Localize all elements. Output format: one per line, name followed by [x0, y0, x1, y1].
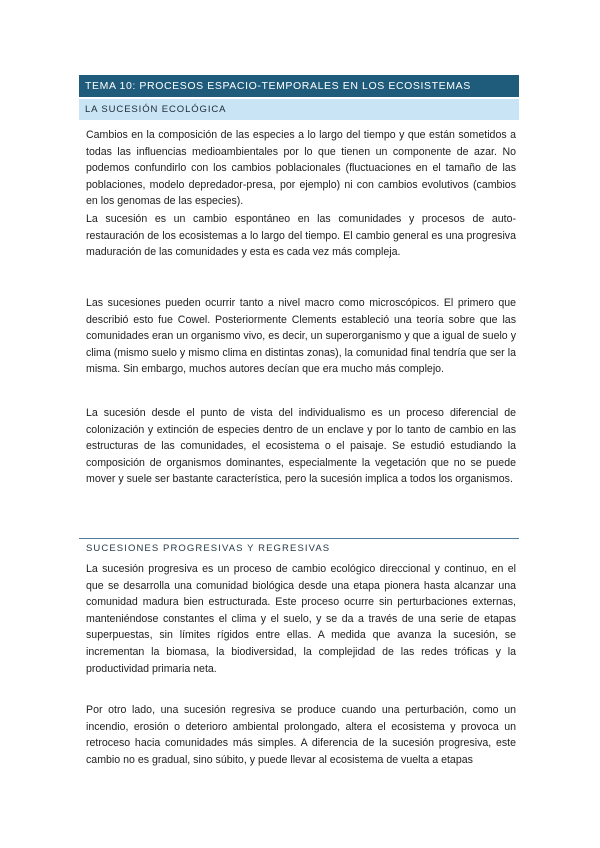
section-heading: LA SUCESIÓN ECOLÓGICA	[79, 99, 519, 120]
subsection-heading: SUCESIONES PROGRESIVAS Y REGRESIVAS	[86, 543, 331, 554]
paragraph-progressive: La sucesión progresiva es un proceso de cambio ecológico direccional y continuo, en el que se desarrolla una comunidad biológica desde una etapa pionera hasta alcanzar una comunidad madura bien estructurada. Este proceso ocurre sin perturbaciones externas, manteniéndose constantes el clima y el suelo, y se da a través de una serie de etapas superpuestas, sin límites rígidos entre ellas. A medida que avanza la sucesión, se incrementan la biomasa, la biodiversidad, la complejidad de las redes tróficas y la productividad primaria neta.	[86, 563, 516, 675]
paragraph-regressive: Por otro lado, una sucesión regresiva se produce cuando una perturbación, como un incendio, erosión o deterioro ambiental prolongado, altera el ecosistema y provoca un retroceso hacia comunidades más simples. A diferencia de la sucesión progresiva, este cambio no es gradual, sino súbito, y puede llevar al ecosistema de vuelta a etapas	[86, 704, 516, 766]
paragraph-individualism: La sucesión desde el punto de vista del individualismo es un proceso diferencial de colonización y extinción de especies dentro de un enclave y por lo tanto de cambio en las estructuras de las comunidades, el ecosistema o el paisaje. Se estudió estudiando la composición de organismos dominantes, especialmente la vegetación que no se puede mover y suele ser bastante característica, pero la sucesión implica a todos los organismos.	[86, 407, 516, 486]
paragraph-spontaneous-change: La sucesión es un cambio espontáneo en las comunidades y procesos de auto-restauración de los ecosistemas a lo largo del tiempo. El cambio general es una progresiva maduración de las comunidades y esta es cada vez más compleja.	[86, 213, 516, 259]
paragraph-scales: Las sucesiones pueden ocurrir tanto a nivel macro como microscópicos. El primero que describió esto fue Cowel. Posteriormente Clements estableció una teoría sobre que las comunidades eran un organismo vivo, es decir, un superorganismo y que a igual de suelo y clima (mismo suelo y mismo clima en distintas zonas), la comunidad final tendría que ser la misma. Sin embargo, muchos autores decían que era mucho más complejo.	[86, 297, 516, 376]
section-divider	[79, 538, 519, 539]
paragraph-definition: Cambios en la composición de las especies a lo largo del tiempo y que están sometidos a todas las influencias medioambientales por lo que tienen un componente de azar. No podemos confundirlo con los cambios poblacionales (fluctuaciones en el tamaño de las poblaciones, modelo depredador-presa, por ejemplo) ni con cambios evolutivos (cambios en los genomas de las especies).	[86, 129, 516, 208]
page-title: TEMA 10: PROCESOS ESPACIO-TEMPORALES EN LOS ECOSISTEMAS	[79, 75, 519, 97]
